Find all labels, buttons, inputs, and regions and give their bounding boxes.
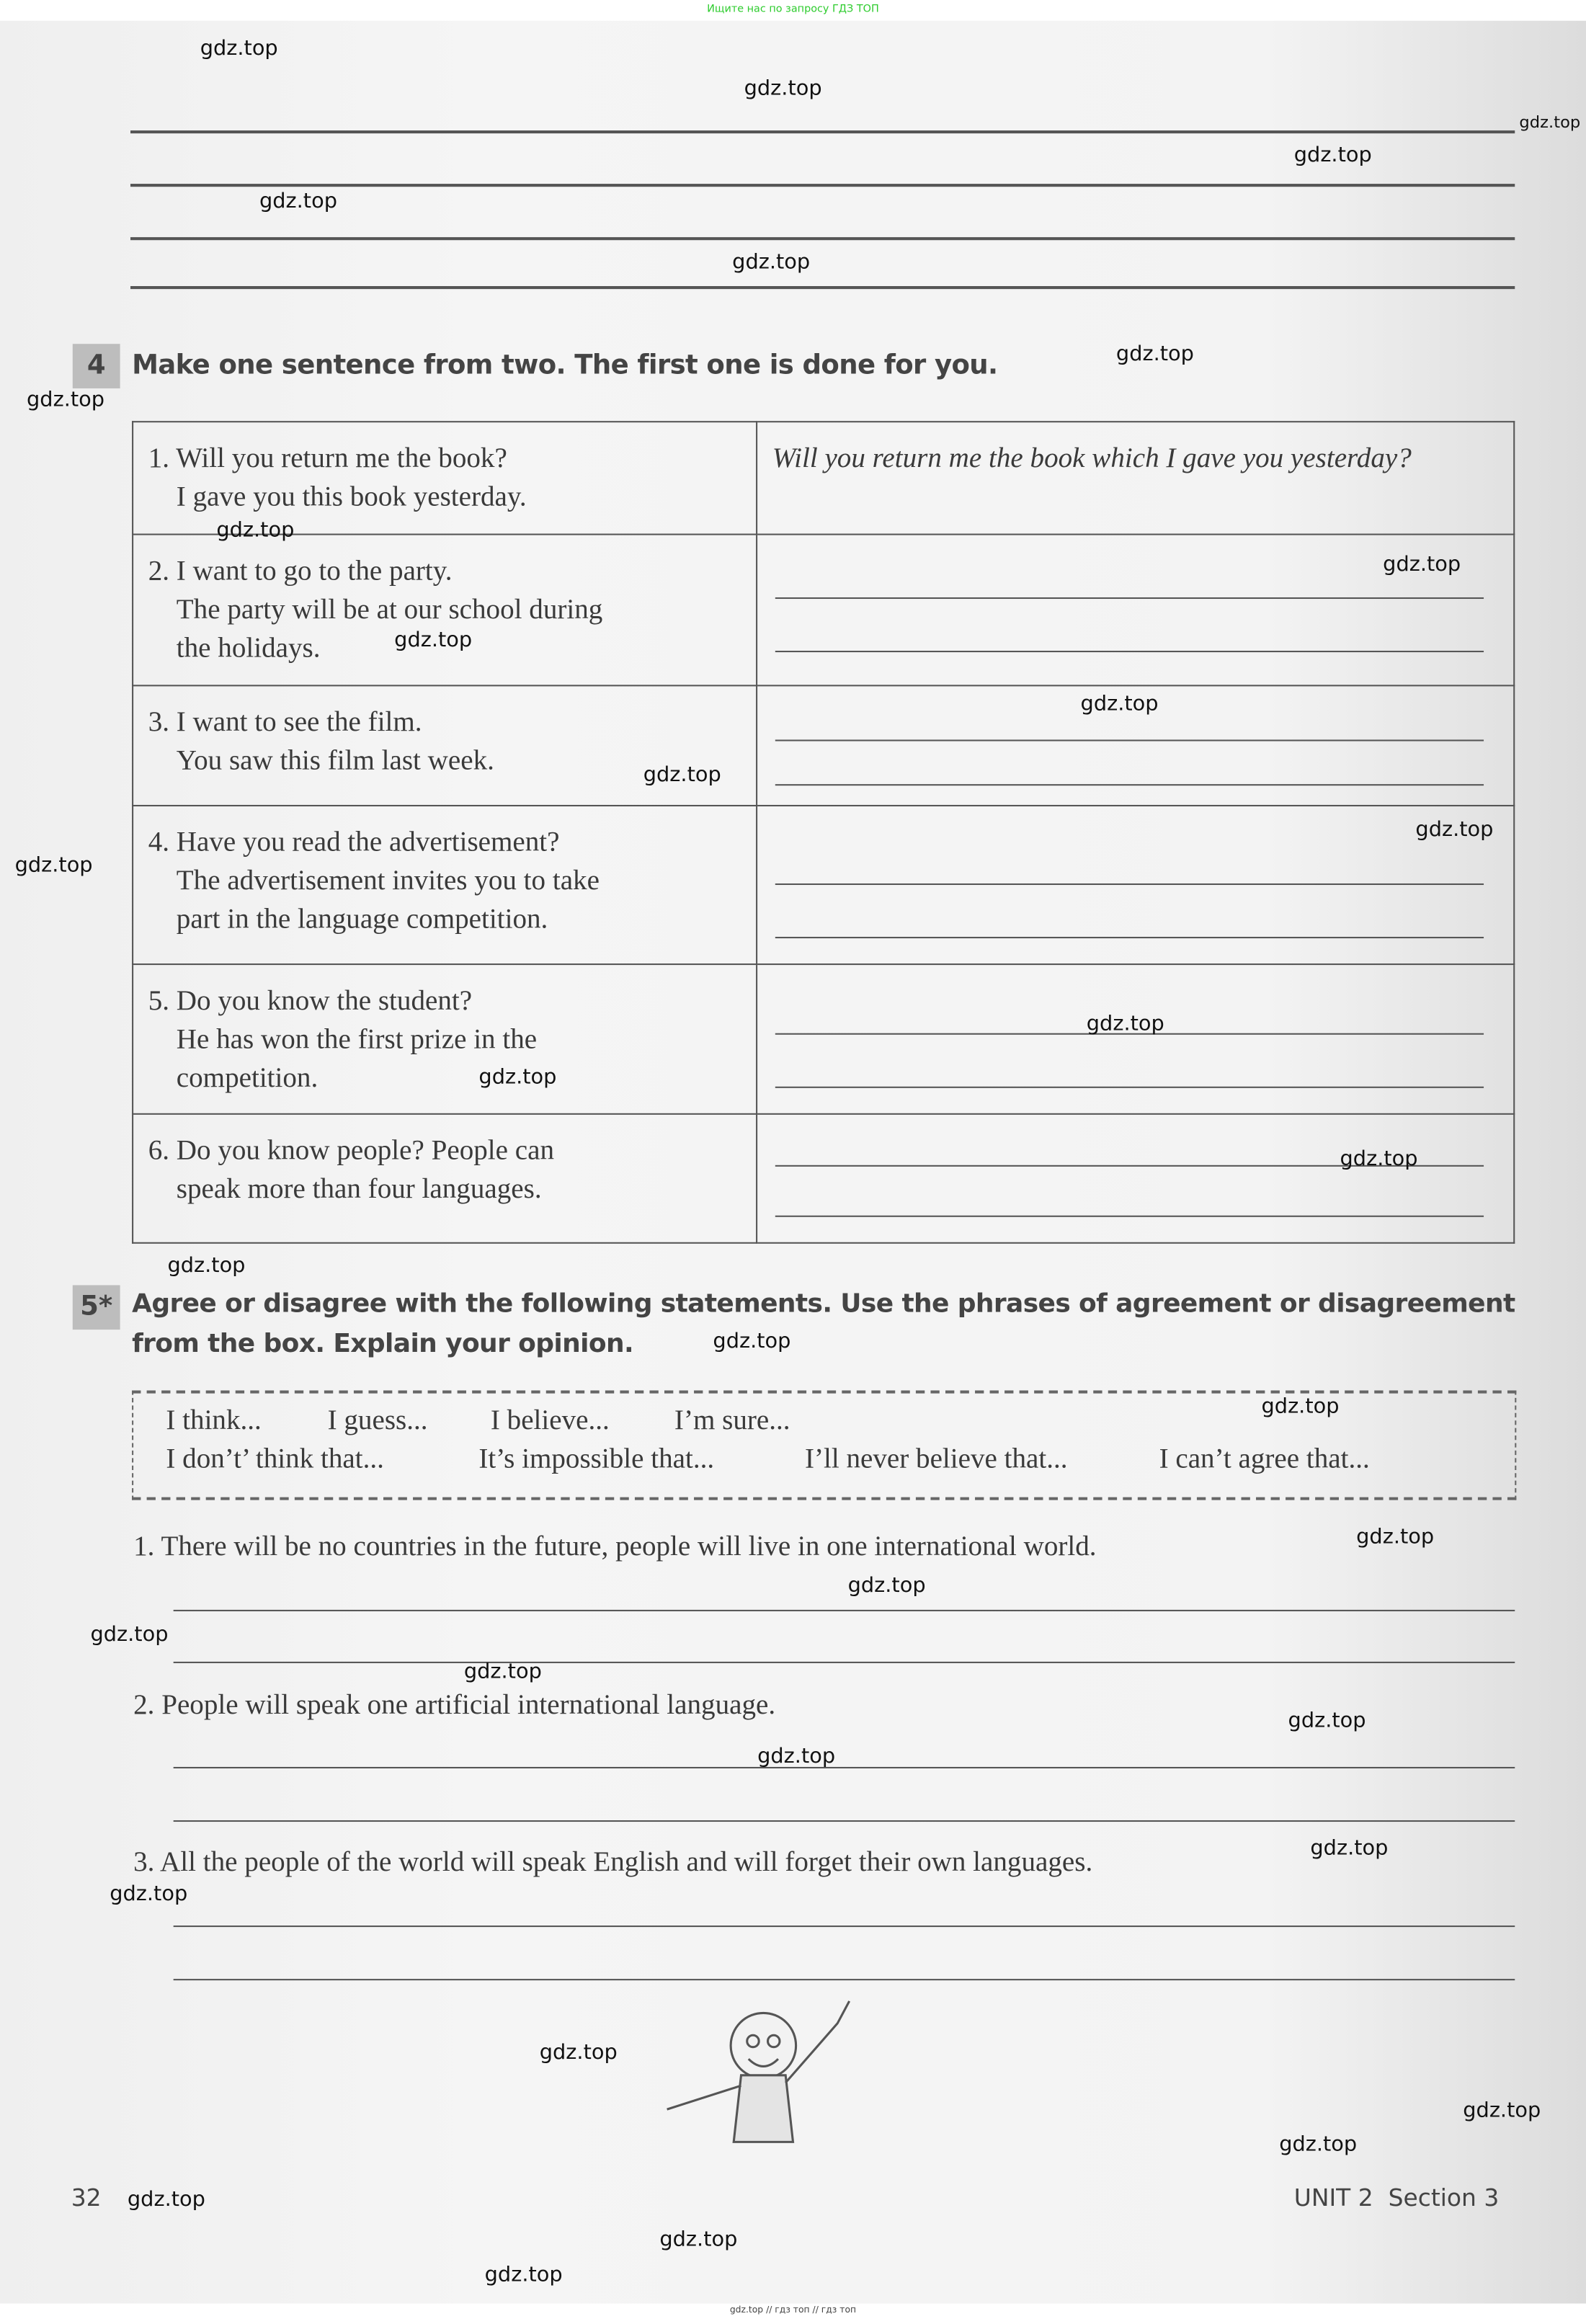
watermark: gdz.top — [539, 2041, 618, 2065]
exercise-title: Agree or disagree with the following statements. Use the phrases of agreement or disagreement — [132, 1289, 1515, 1319]
table-row — [133, 535, 1514, 686]
watermark: gdz.top — [484, 2263, 563, 2287]
prompt-cell: 3. I want to see the film. You saw this film last week. — [133, 685, 757, 806]
watermark: gdz.top — [1383, 553, 1461, 577]
watermark: gdz.top — [110, 1882, 188, 1907]
watermark: gdz.top — [394, 628, 473, 653]
watermark: gdz.top — [478, 1065, 557, 1090]
footer-unit: UNIT 2 Section 3 — [1293, 2183, 1500, 2212]
exercise-title: Make one sentence from two. The first one is done for you. — [132, 350, 998, 381]
watermark: gdz.top — [1310, 1836, 1389, 1861]
exercise-number: 5* — [73, 1285, 120, 1330]
phrase: I think... — [166, 1405, 262, 1437]
watermark: gdz.top — [713, 1330, 791, 1354]
answer-cell[interactable] — [757, 964, 1514, 1114]
phrase: It’s impossible that... — [478, 1443, 715, 1475]
answer-cell: Will you return me the book which I gave you yesterday? — [757, 422, 1514, 534]
bottom-banner: gdz.top // гдз топ // гдз топ — [729, 2305, 857, 2316]
watermark: gdz.top — [1356, 1525, 1435, 1549]
watermark: gdz.top — [1463, 2098, 1541, 2123]
prompt-cell: 4. Have you read the advertisement? The advertisement invites you to take part in the language competition. — [133, 806, 757, 964]
exercise-title: from the box. Explain your opinion. — [132, 1330, 634, 1360]
answer-line — [130, 130, 1515, 133]
phrase: I’m sure... — [674, 1405, 790, 1437]
table-row — [133, 964, 1514, 1114]
answer-line — [130, 184, 1515, 186]
prompt-cell: 6. Do you know people? People can speak more than four languages. — [133, 1114, 757, 1243]
watermark: gdz.top — [463, 1660, 542, 1684]
answer-line[interactable] — [174, 1820, 1515, 1822]
watermark: gdz.top — [14, 853, 93, 878]
watermark: gdz.top — [1293, 143, 1372, 168]
answer-line[interactable] — [174, 1610, 1515, 1611]
statement: 2. People will speak one artificial international language. — [133, 1689, 776, 1722]
watermark: gdz.top — [27, 388, 105, 412]
cartoon-boy-illustration — [659, 1994, 882, 2157]
answer-line[interactable] — [174, 1979, 1515, 1980]
answer-cell[interactable] — [757, 1114, 1514, 1243]
answer-line[interactable] — [174, 1767, 1515, 1768]
table-row — [133, 1114, 1514, 1243]
watermark: gdz.top — [1415, 818, 1494, 842]
answer-line — [130, 237, 1515, 239]
watermark: gdz.top — [1519, 112, 1581, 133]
exercise-table — [132, 421, 1515, 1244]
phrase: I’ll never believe that... — [804, 1443, 1068, 1475]
watermark: gdz.top — [1340, 1147, 1418, 1172]
table-row — [133, 806, 1514, 964]
answer-line[interactable] — [174, 1925, 1515, 1927]
watermark: gdz.top — [744, 76, 822, 101]
statement: 1. There will be no countries in the future, people will live in one international world. — [133, 1531, 1097, 1563]
watermark: gdz.top — [1080, 692, 1159, 716]
phrase: I believe... — [490, 1405, 610, 1437]
table-row — [133, 422, 1514, 534]
top-banner: Ищите нас по запросу ГДЗ ТОП — [707, 3, 879, 15]
statement: 3. All the people of the world will speak English and will forget their own languages. — [133, 1847, 1093, 1879]
watermark: gdz.top — [659, 2227, 738, 2252]
watermark: gdz.top — [127, 2188, 205, 2212]
watermark: gdz.top — [90, 1623, 169, 1647]
answer-cell[interactable] — [757, 806, 1514, 964]
answer-line — [130, 286, 1515, 288]
prompt-cell: 5. Do you know the student? He has won the first prize in the competition. — [133, 964, 757, 1114]
prompt-cell: 1. Will you return me the book? I gave you this book yesterday. — [133, 422, 757, 534]
phrase: I guess... — [327, 1405, 428, 1437]
watermark: gdz.top — [1288, 1709, 1366, 1733]
watermark: gdz.top — [167, 1254, 246, 1278]
watermark: gdz.top — [216, 518, 295, 543]
exercise-number: 4 — [73, 344, 120, 388]
watermark: gdz.top — [757, 1745, 836, 1769]
watermark: gdz.top — [1261, 1394, 1340, 1419]
table-row — [133, 685, 1514, 806]
watermark: gdz.top — [200, 37, 278, 61]
phrase: I can’t agree that... — [1159, 1443, 1370, 1475]
watermark: gdz.top — [1115, 342, 1194, 367]
watermark: gdz.top — [847, 1574, 926, 1598]
watermark: gdz.top — [1279, 2133, 1358, 2157]
watermark: gdz.top — [1086, 1012, 1164, 1036]
answer-line[interactable] — [174, 1662, 1515, 1663]
prompt-cell: 2. I want to go to the party. The party will be at our school during the holidays. — [133, 535, 757, 686]
phrase: I don’t’ think that... — [166, 1443, 384, 1475]
watermark: gdz.top — [643, 763, 721, 788]
page-number: 32 — [71, 2183, 102, 2212]
watermark: gdz.top — [732, 250, 811, 275]
watermark: gdz.top — [259, 190, 337, 214]
